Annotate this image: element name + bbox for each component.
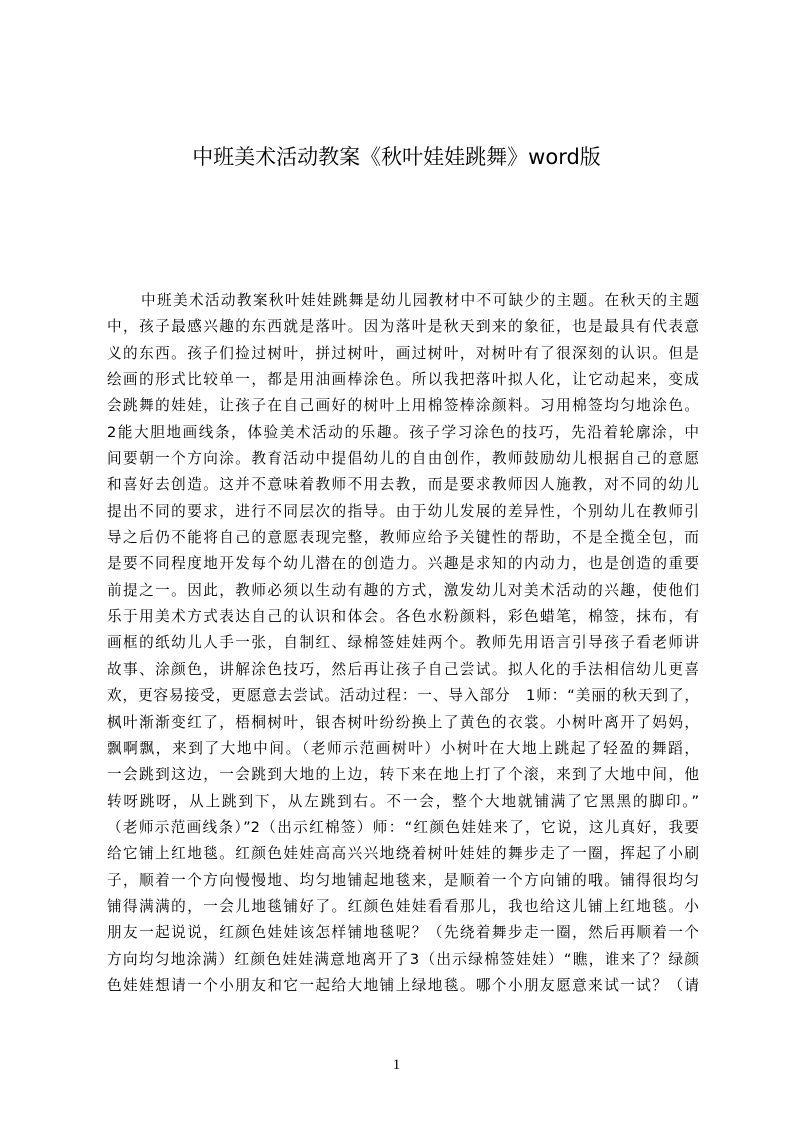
body-line: 乐于用美术方式表达自己的认识和体会。各色水粉颜料，彩色蜡笔，棉签，抹布，有 <box>107 608 699 626</box>
body-line: 和喜好去创造。这并不意味着教师不用去教，而是要求教师因人施教，对不同的幼儿 <box>107 476 699 494</box>
body-line: 转呀跳呀，从上跳到下，从左跳到右。不一会，整个大地就铺满了它黑黑的脚印。” <box>107 792 699 810</box>
body-line: 会跳舞的娃娃，让孩子在自己画好的树叶上用棉签棒涂颜料。习用棉签均匀地涂色。 <box>107 397 699 415</box>
body-line: 提出不同的要求，进行不同层次的指导。由于幼儿发展的差异性，个别幼儿在教师引 <box>107 502 699 520</box>
body-line: 2能大胆地画线条，体验美术活动的乐趣。孩子学习涂色的技巧，先沿着轮廓涂，中 <box>107 423 699 441</box>
body-line: 枫叶渐渐变红了，梧桐树叶，银杏树叶纷纷换上了黄色的衣裳。小树叶离开了妈妈， <box>107 713 699 731</box>
body-line: 前提之一。因此，教师必须以生动有趣的方式，激发幼儿对美术活动的兴趣，使他们 <box>107 581 699 599</box>
body-line: 中班美术活动教案秋叶娃娃跳舞是幼儿园教材中不可缺少的主题。在秋天的主题 <box>141 292 699 309</box>
document-body <box>107 288 699 999</box>
body-line: 间要朝一个方向涂。教育活动中提倡幼儿的自由创作，教师鼓励幼儿根据自己的意愿 <box>107 450 699 468</box>
body-line: 导之后仍不能将自己的意愿表现完整，教师应给予关键性的帮助，不是全揽全包，而 <box>107 529 699 547</box>
body-line: 故事、涂颜色，讲解涂色技巧，然后再让孩子自己尝试。拟人化的手法相信幼儿更喜 <box>107 660 699 678</box>
body-line: 义的东西。孩子们捡过树叶，拼过树叶，画过树叶，对树叶有了很深刻的认识。但是 <box>107 344 699 362</box>
body-line: 是要不同程度地开发每个幼儿潜在的创造力。兴趣是求知的内动力，也是创造的重要 <box>107 555 699 573</box>
body-line: 给它铺上红地毯。红颜色娃娃高高兴兴地绕着树叶娃娃的舞步走了一圈，挥起了小刷 <box>107 845 699 863</box>
body-line: 方向均匀地涂满）红颜色娃娃满意地离开了3（出示绿棉签娃娃）“瞧，谁来了？绿颜 <box>107 950 699 968</box>
body-line: 欢，更容易接受，更愿意去尝试。活动过程：一、导入部分 1师：“美丽的秋天到了， <box>107 687 699 705</box>
body-line: 中，孩子最感兴趣的东西就是落叶。因为落叶是秋天到来的象征，也是最具有代表意 <box>107 318 699 336</box>
body-line: 铺得满满的，一会儿地毯铺好了。红颜色娃娃看看那儿，我也给这儿铺上红地毯。小 <box>107 897 699 915</box>
body-line: 绘画的形式比较单一，都是用油画棒涂色。所以我把落叶拟人化，让它动起来，变成 <box>107 371 699 389</box>
body-line: 一会跳到这边，一会跳到大地的上边，转下来在地上打了个滚，来到了大地中间，他 <box>107 766 699 784</box>
document-title: 中班美术活动教案《秋叶娃娃跳舞》word版 <box>192 145 601 169</box>
body-line: 色娃娃想请一个小朋友和它一起给大地铺上绿地毯。哪个小朋友愿意来试一试？（请 <box>107 976 699 994</box>
body-line: 朋友一起说说，红颜色娃娃该怎样铺地毯呢？（先绕着舞步走一圈，然后再顺着一个 <box>107 924 699 942</box>
body-line: 画框的纸幼儿人手一张，自制红、绿棉签娃娃两个。教师先用语言引导孩子看老师讲 <box>107 634 699 652</box>
body-line: 子，顺着一个方向慢慢地、均匀地铺起地毯来，是顺着一个方向铺的哦。铺得很均匀 <box>107 871 699 889</box>
page-number: 1 <box>392 1057 401 1073</box>
body-line: 飘啊飘，来到了大地中间。（老师示范画树叶）小树叶在大地上跳起了轻盈的舞蹈， <box>107 739 699 757</box>
body-line: （老师示范画线条）”2（出示红棉签）师：“红颜色娃娃来了，它说，这儿真好，我要 <box>107 818 699 836</box>
